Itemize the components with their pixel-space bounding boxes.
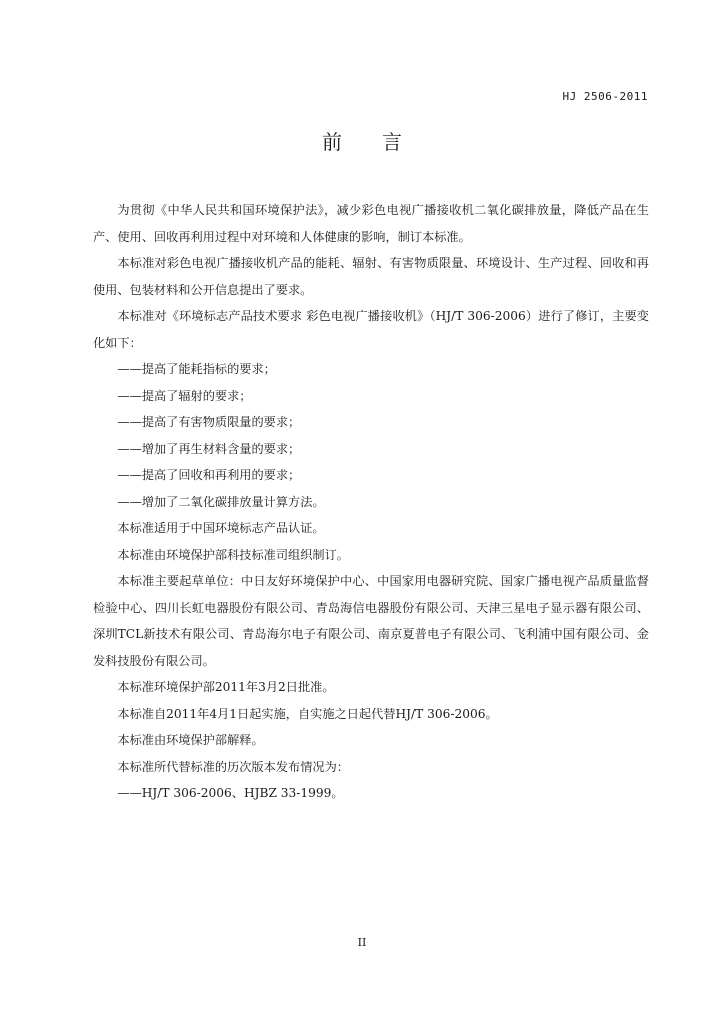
paragraph-scope-requirements: 本标准对彩色电视广播接收机产品的能耗、辐射、有害物质限量、环境设计、生产过程、回收和再使用、包装材料和公开信息提出了要求。 [93,256,649,297]
page-number: II [357,936,367,949]
change-item: ——提高了能耗指标的要求； [117,362,276,376]
document-body [93,197,649,807]
change-item: ——增加了二氧化碳排放量计算方法。 [117,494,325,509]
paragraph-interpretation: 本标准由环境保护部解释。 [117,733,264,747]
paragraph-purpose: 为贯彻《中华人民共和国环境保护法》，减少彩色电视广播接收机二氧化碳排放量，降低产品在生产、使用、回收再利用过程中对环境和人体健康的影响，制订本标准。 [93,203,649,244]
change-item: ——提高了辐射的要求； [117,388,252,403]
paragraph-revision: 本标准对《环境标志产品技术要求 彩色电视广播接收机》（HJ/T 306-2006）进行了修订，主要变化如下： [93,309,649,350]
paragraph-approval: 本标准环境保护部2011年3月2日批准。 [117,680,335,694]
change-item: ——提高了回收和再利用的要求； [117,468,301,482]
paragraph-history-versions: ——HJ/T 306-2006、HJBZ 33-1999。 [117,786,344,800]
standard-code: HJ 2506-2011 [562,90,648,103]
page-title: 前言 [322,130,442,154]
paragraph-effective-date: 本标准自2011年4月1日起实施，自实施之日起代替HJ/T 306-2006。 [117,706,498,721]
change-item: ——提高了有害物质限量的要求； [117,415,301,429]
paragraph-organizer: 本标准由环境保护部科技标准司组织制订。 [117,547,349,562]
paragraph-drafting-units: 本标准主要起草单位：中日友好环境保护中心、中国家用电器研究院、国家广播电视产品质量监督检验中心、四川长虹电器股份有限公司、青岛海信电器股份有限公司、天津三星电子显示器有限公司、深圳TCL新技术有限公司、青岛海尔电子有限公司、南京夏普电子有限公司、飞利浦中国有限公司、金发科技股份有限公司。 [93,574,649,668]
paragraph-history-intro: 本标准所代替标准的历次版本发布情况为： [117,759,349,774]
change-item: ——增加了再生材料含量的要求； [117,441,301,456]
paragraph-applicability: 本标准适用于中国环境标志产品认证。 [117,521,325,535]
